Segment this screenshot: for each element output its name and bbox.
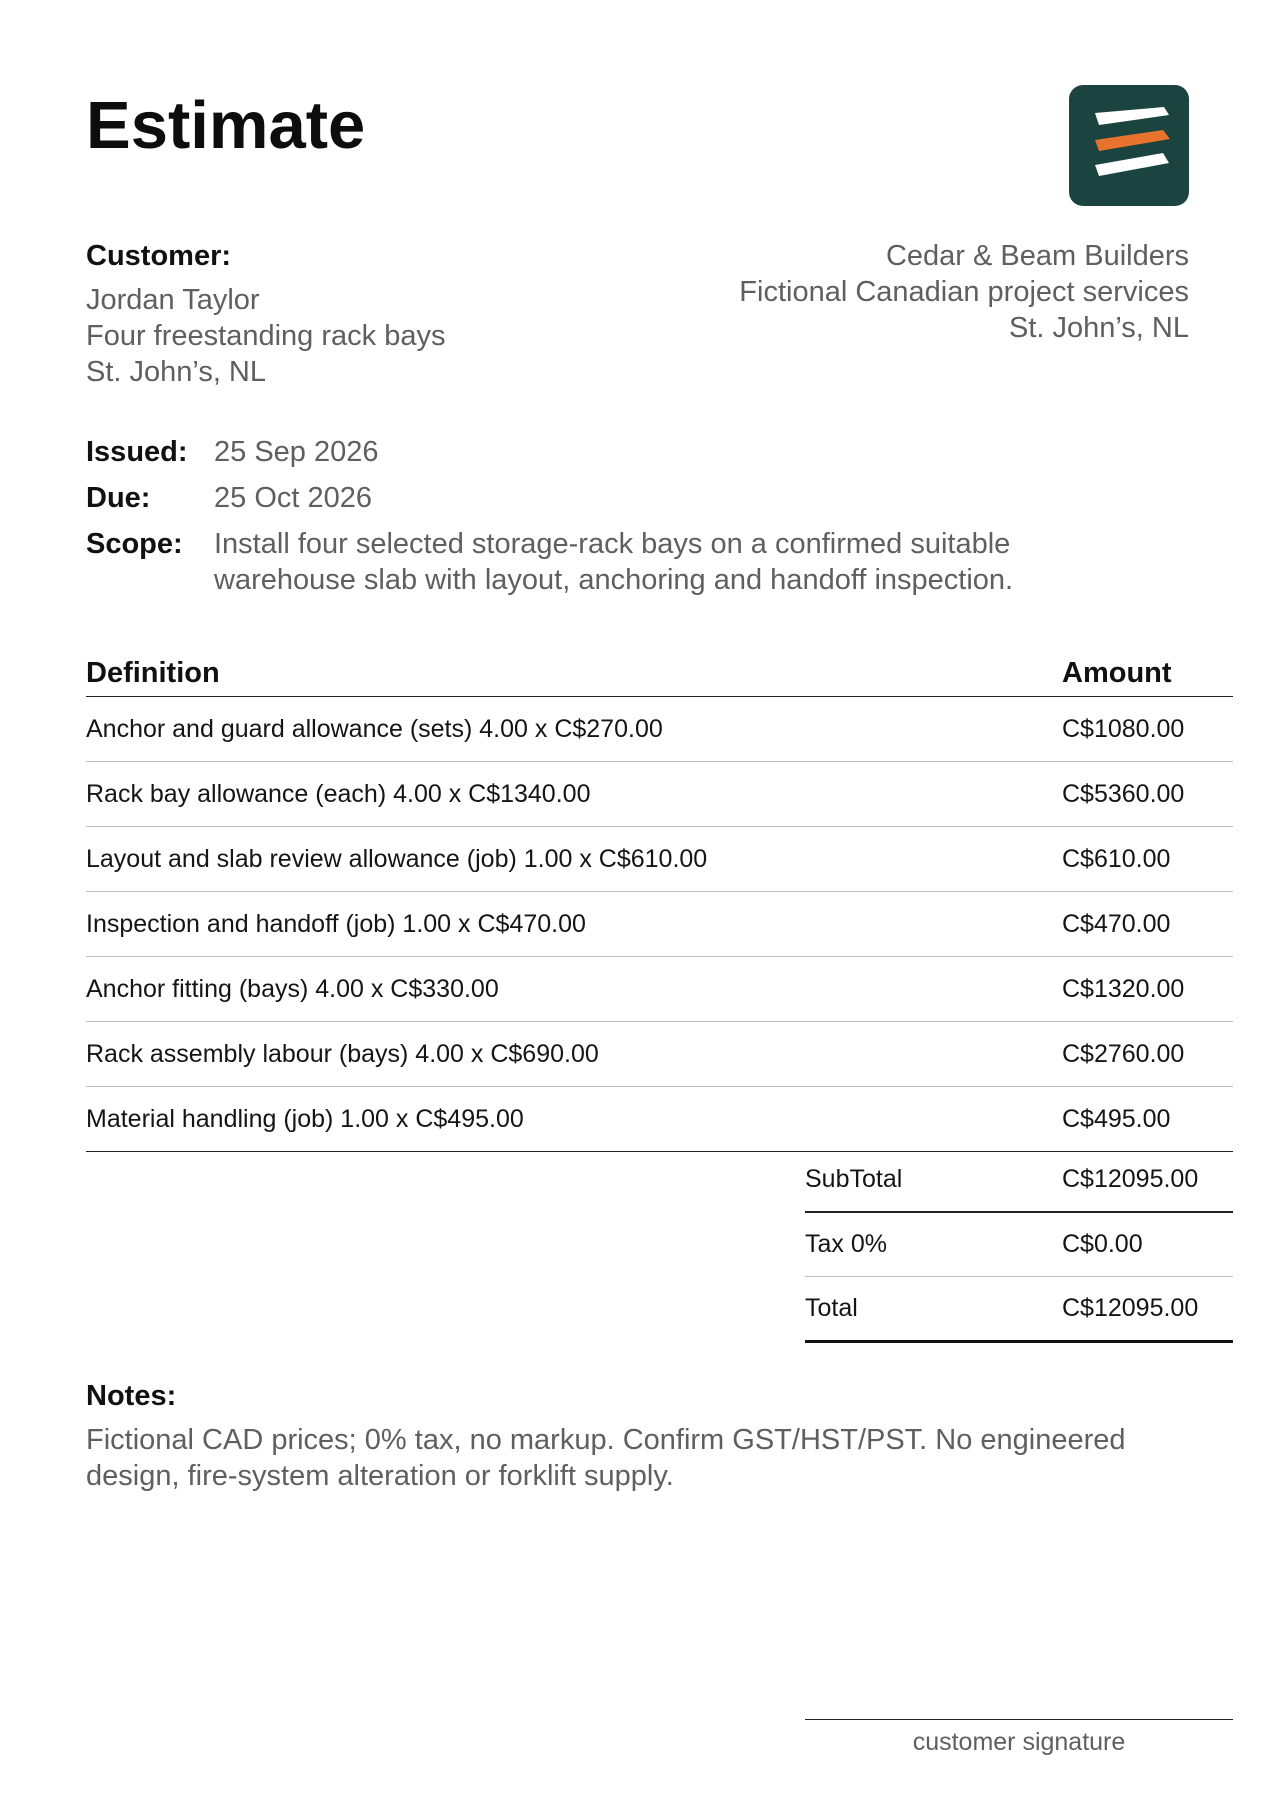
row-amount: C$1320.00 [1062,974,1185,1003]
subtotal-label: SubTotal [805,1165,903,1193]
company-block [629,238,1189,346]
notes-label: Notes: [86,1380,177,1412]
table-header [86,651,1233,697]
due-row [86,480,1126,516]
definition-header: Definition [86,657,220,689]
due-label: Due: [86,482,151,514]
total-label: Total [805,1294,858,1322]
amount-header: Amount [1062,657,1172,689]
subtotal-value: C$12095.00 [1062,1165,1199,1193]
row-definition: Inspection and handoff (job) 1.00 x C$470.00 [86,909,586,938]
row-amount: C$470.00 [1062,909,1171,938]
table-row [86,762,1233,827]
total-row [805,1277,1233,1343]
row-definition: Layout and slab review allowance (job) 1.00 x C$610.00 [86,844,708,873]
customer-signature-line: customer signature [805,1719,1233,1757]
issued-label: Issued: [86,436,188,468]
company-name: Cedar & Beam Builders [885,240,1189,272]
issued-value: 25 Sep 2026 [214,436,379,468]
row-definition: Rack bay allowance (each) 4.00 x C$1340.00 [86,779,591,808]
stacked-layers-icon [1069,85,1189,206]
customer-block [86,238,606,390]
document-title: Estimate [86,88,366,163]
row-amount: C$5360.00 [1062,779,1185,808]
table-row [86,892,1233,957]
tax-label: Tax 0% [805,1230,887,1258]
table-row [86,1087,1233,1152]
table-row [86,827,1233,892]
company-tagline: Fictional Canadian project services [739,276,1189,308]
row-amount: C$495.00 [1062,1104,1171,1133]
row-definition: Rack assembly labour (bays) 4.00 x C$690.00 [86,1039,599,1068]
row-definition: Material handling (job) 1.00 x C$495.00 [86,1104,524,1133]
line-items-table [86,651,1233,1152]
table-row [86,957,1233,1022]
customer-name: Jordan Taylor [86,284,260,316]
row-definition: Anchor and guard allowance (sets) 4.00 x C$270.00 [86,714,663,743]
tax-row [805,1213,1233,1277]
notes-text: Fictional CAD prices; 0% tax, no markup. Confirm GST/HST/PST. No engineered design, fire-system alteration or forklift supply. [86,1424,1126,1492]
customer-location: St. John’s, NL [86,356,267,388]
row-amount: C$1080.00 [1062,714,1185,743]
table-row [86,1022,1233,1087]
notes-block [86,1378,1216,1494]
issued-row [86,434,1126,470]
subtotal-row [805,1148,1233,1213]
customer-project: Four freestanding rack bays [86,320,446,352]
customer-label: Customer: [86,240,232,272]
tax-value: C$0.00 [1062,1230,1143,1258]
scope-label: Scope: [86,528,183,560]
table-row [86,697,1233,762]
row-amount: C$2760.00 [1062,1039,1185,1068]
company-location: St. John’s, NL [1008,312,1189,344]
scope-row [86,526,1126,598]
row-definition: Anchor fitting (bays) 4.00 x C$330.00 [86,974,499,1003]
due-value: 25 Oct 2026 [214,482,372,514]
estimate-meta [86,434,1126,608]
totals-block [805,1148,1233,1343]
row-amount: C$610.00 [1062,844,1171,873]
total-value: C$12095.00 [1062,1294,1199,1322]
scope-value: Install four selected storage-rack bays on a confirmed suitable warehouse slab with layout, anchoring and handoff inspection. [214,528,1014,596]
